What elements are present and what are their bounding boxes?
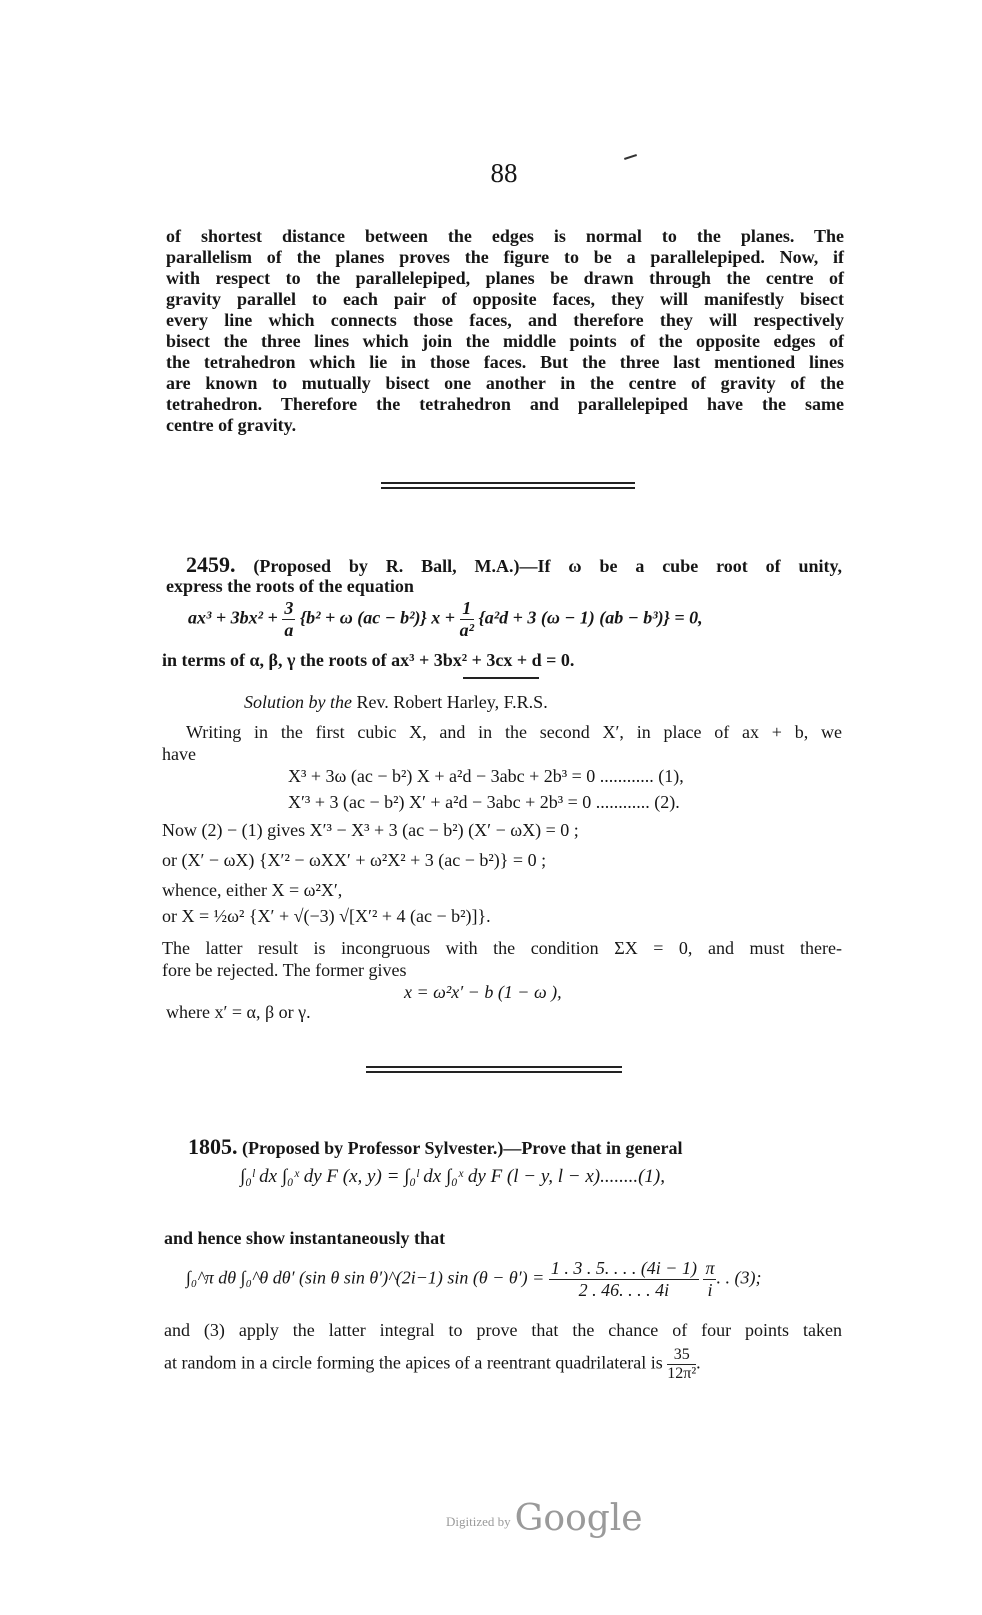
equation-part: ax³ + 3bx² + — [188, 607, 283, 628]
solution-line: or X = ½ω² {X′ + √(−3) √[X′² + 4 (ac − b²)]}. — [162, 906, 491, 926]
digitized-watermark — [446, 1498, 646, 1539]
question-heading-text: (Proposed by R. Ball, M.A.)—If ω be a cube root of unity, — [253, 556, 842, 576]
question-number: 2459. — [186, 552, 236, 577]
result-equation: x = ω²x′ − b (1 − ω ), — [404, 982, 562, 1002]
section-divider — [366, 1066, 622, 1073]
paragraph-line: the tetrahedron which lie in those faces. But the three last mentioned lines — [166, 352, 844, 372]
integral-equation-2 — [186, 1258, 761, 1301]
apply-text: at random in a circle forming the apices of a reentrant quadrilateral is — [164, 1352, 663, 1373]
integral-end: . . (3); — [716, 1267, 762, 1288]
integral-equation-1: ∫₀ˡ dx ∫₀ˣ dy F (x, y) = ∫₀ˡ dx ∫₀ˣ dy F (l − y, l − x)........(1), — [240, 1166, 666, 1187]
fraction — [549, 1258, 699, 1301]
section-divider — [381, 482, 635, 489]
numerator: 1 . 3 . 5. . . . (4i − 1) — [550, 1258, 697, 1278]
chance-fraction — [667, 1346, 696, 1383]
fraction — [460, 598, 474, 641]
intro-paragraph — [166, 226, 844, 436]
equation-2: X′³ + 3 (ac − b²) X′ + a²d − 3abc + 2b³ = 0 ............ (2). — [288, 792, 680, 812]
solution-label: Solution by the — [244, 692, 352, 712]
google-logo: Google — [514, 1498, 643, 1539]
paragraph-line: centre of gravity. — [166, 415, 297, 435]
hence-line: and hence show instantaneously that — [164, 1228, 446, 1248]
denominator: a² — [459, 620, 474, 640]
paragraph-line: of shortest distance between the edges is normal to the planes. The — [166, 226, 844, 246]
paragraph-line: bisect the three lines which join the middle points of the opposite edges of — [166, 331, 844, 351]
solution-author: Rev. Robert Harley, F.R.S. — [356, 692, 548, 712]
solution-line: fore be rejected. The former gives — [162, 960, 407, 980]
solution-line: Now (2) − (1) gives X′³ − X³ + 3 (ac − b²) (X′ − ωX) = 0 ; — [162, 820, 579, 840]
numerator: π — [705, 1258, 715, 1278]
paragraph-line: parallelism of the planes proves the figure to be a parallelepiped. Now, if — [166, 247, 844, 267]
question-number: 1805. — [188, 1134, 238, 1159]
question-1805-heading — [188, 1134, 682, 1160]
short-divider — [463, 677, 539, 679]
integral-left: ∫₀^π dθ ∫₀^θ dθ′ (sin θ sin θ′)^(2i−1) sin (θ − θ′) = — [186, 1267, 549, 1288]
paragraph-line: gravity parallel to each pair of opposite faces, they will manifestly bisect — [166, 289, 844, 309]
digitized-text: Digitized by — [446, 1514, 511, 1529]
numerator: 3 — [284, 598, 294, 618]
solution-line: where x′ = α, β or γ. — [166, 1002, 311, 1022]
paragraph-line: with respect to the parallelepiped, planes be drawn through the centre of — [166, 268, 844, 288]
fraction — [703, 1258, 716, 1301]
equation-1: X³ + 3ω (ac − b²) X + a²d − 3abc + 2b³ = 0 ............ (1), — [288, 766, 684, 786]
paragraph-line: every line which connects those faces, and therefore they will respectively — [166, 310, 844, 330]
solution-line: or (X′ − ωX) {X′² − ωXX′ + ω²X² + 3 (ac − b²)} = 0 ; — [162, 850, 547, 870]
question-2459-heading — [186, 552, 842, 578]
numerator: 35 — [667, 1346, 696, 1365]
apply-line-2: at random in a circle forming the apices of a reentrant quadrilateral is $\frac{35}{\text{12π²}}$ . — [164, 1346, 701, 1382]
equation-part: {a²d + 3 (ω − 1) (ab − b³)} = 0, — [473, 607, 703, 628]
equation-2459 — [188, 598, 703, 641]
solution-line: have — [162, 744, 196, 764]
question-2459-heading-2: express the roots of the equation — [166, 576, 414, 596]
solution-attribution — [244, 692, 548, 713]
page-number: 88 — [490, 158, 518, 188]
fraction — [282, 598, 295, 641]
question-heading-text: (Proposed by Professor Sylvester.)—Prove that in general — [242, 1138, 683, 1158]
paragraph-line: are known to mutually bisect one another in the centre of gravity of the — [166, 373, 844, 393]
equation-part: {b² + ω (ac − b²)} x + — [295, 607, 460, 628]
denominator: 12π² — [667, 1365, 697, 1382]
solution-line: The latter result is incongruous with the condition ΣX = 0, and must there- — [162, 938, 842, 958]
denominator: a — [284, 620, 294, 640]
terms-line: in terms of α, β, γ the roots of ax³ + 3bx² + 3cx + d = 0. — [162, 650, 575, 670]
denominator: i — [707, 1280, 713, 1300]
paragraph-line: tetrahedron. Therefore the tetrahedron and parallelepiped have the same — [166, 394, 844, 414]
apply-line: and (3) apply the latter integral to prove that the chance of four points taken — [164, 1320, 842, 1340]
denominator: 2 . 46. . . . 4i — [578, 1280, 670, 1300]
solution-line: whence, either X = ω²X′, — [162, 880, 343, 900]
solution-line: Writing in the first cubic X, and in the second X′, in place of ax + b, we — [186, 722, 842, 742]
numerator: 1 — [460, 598, 474, 620]
